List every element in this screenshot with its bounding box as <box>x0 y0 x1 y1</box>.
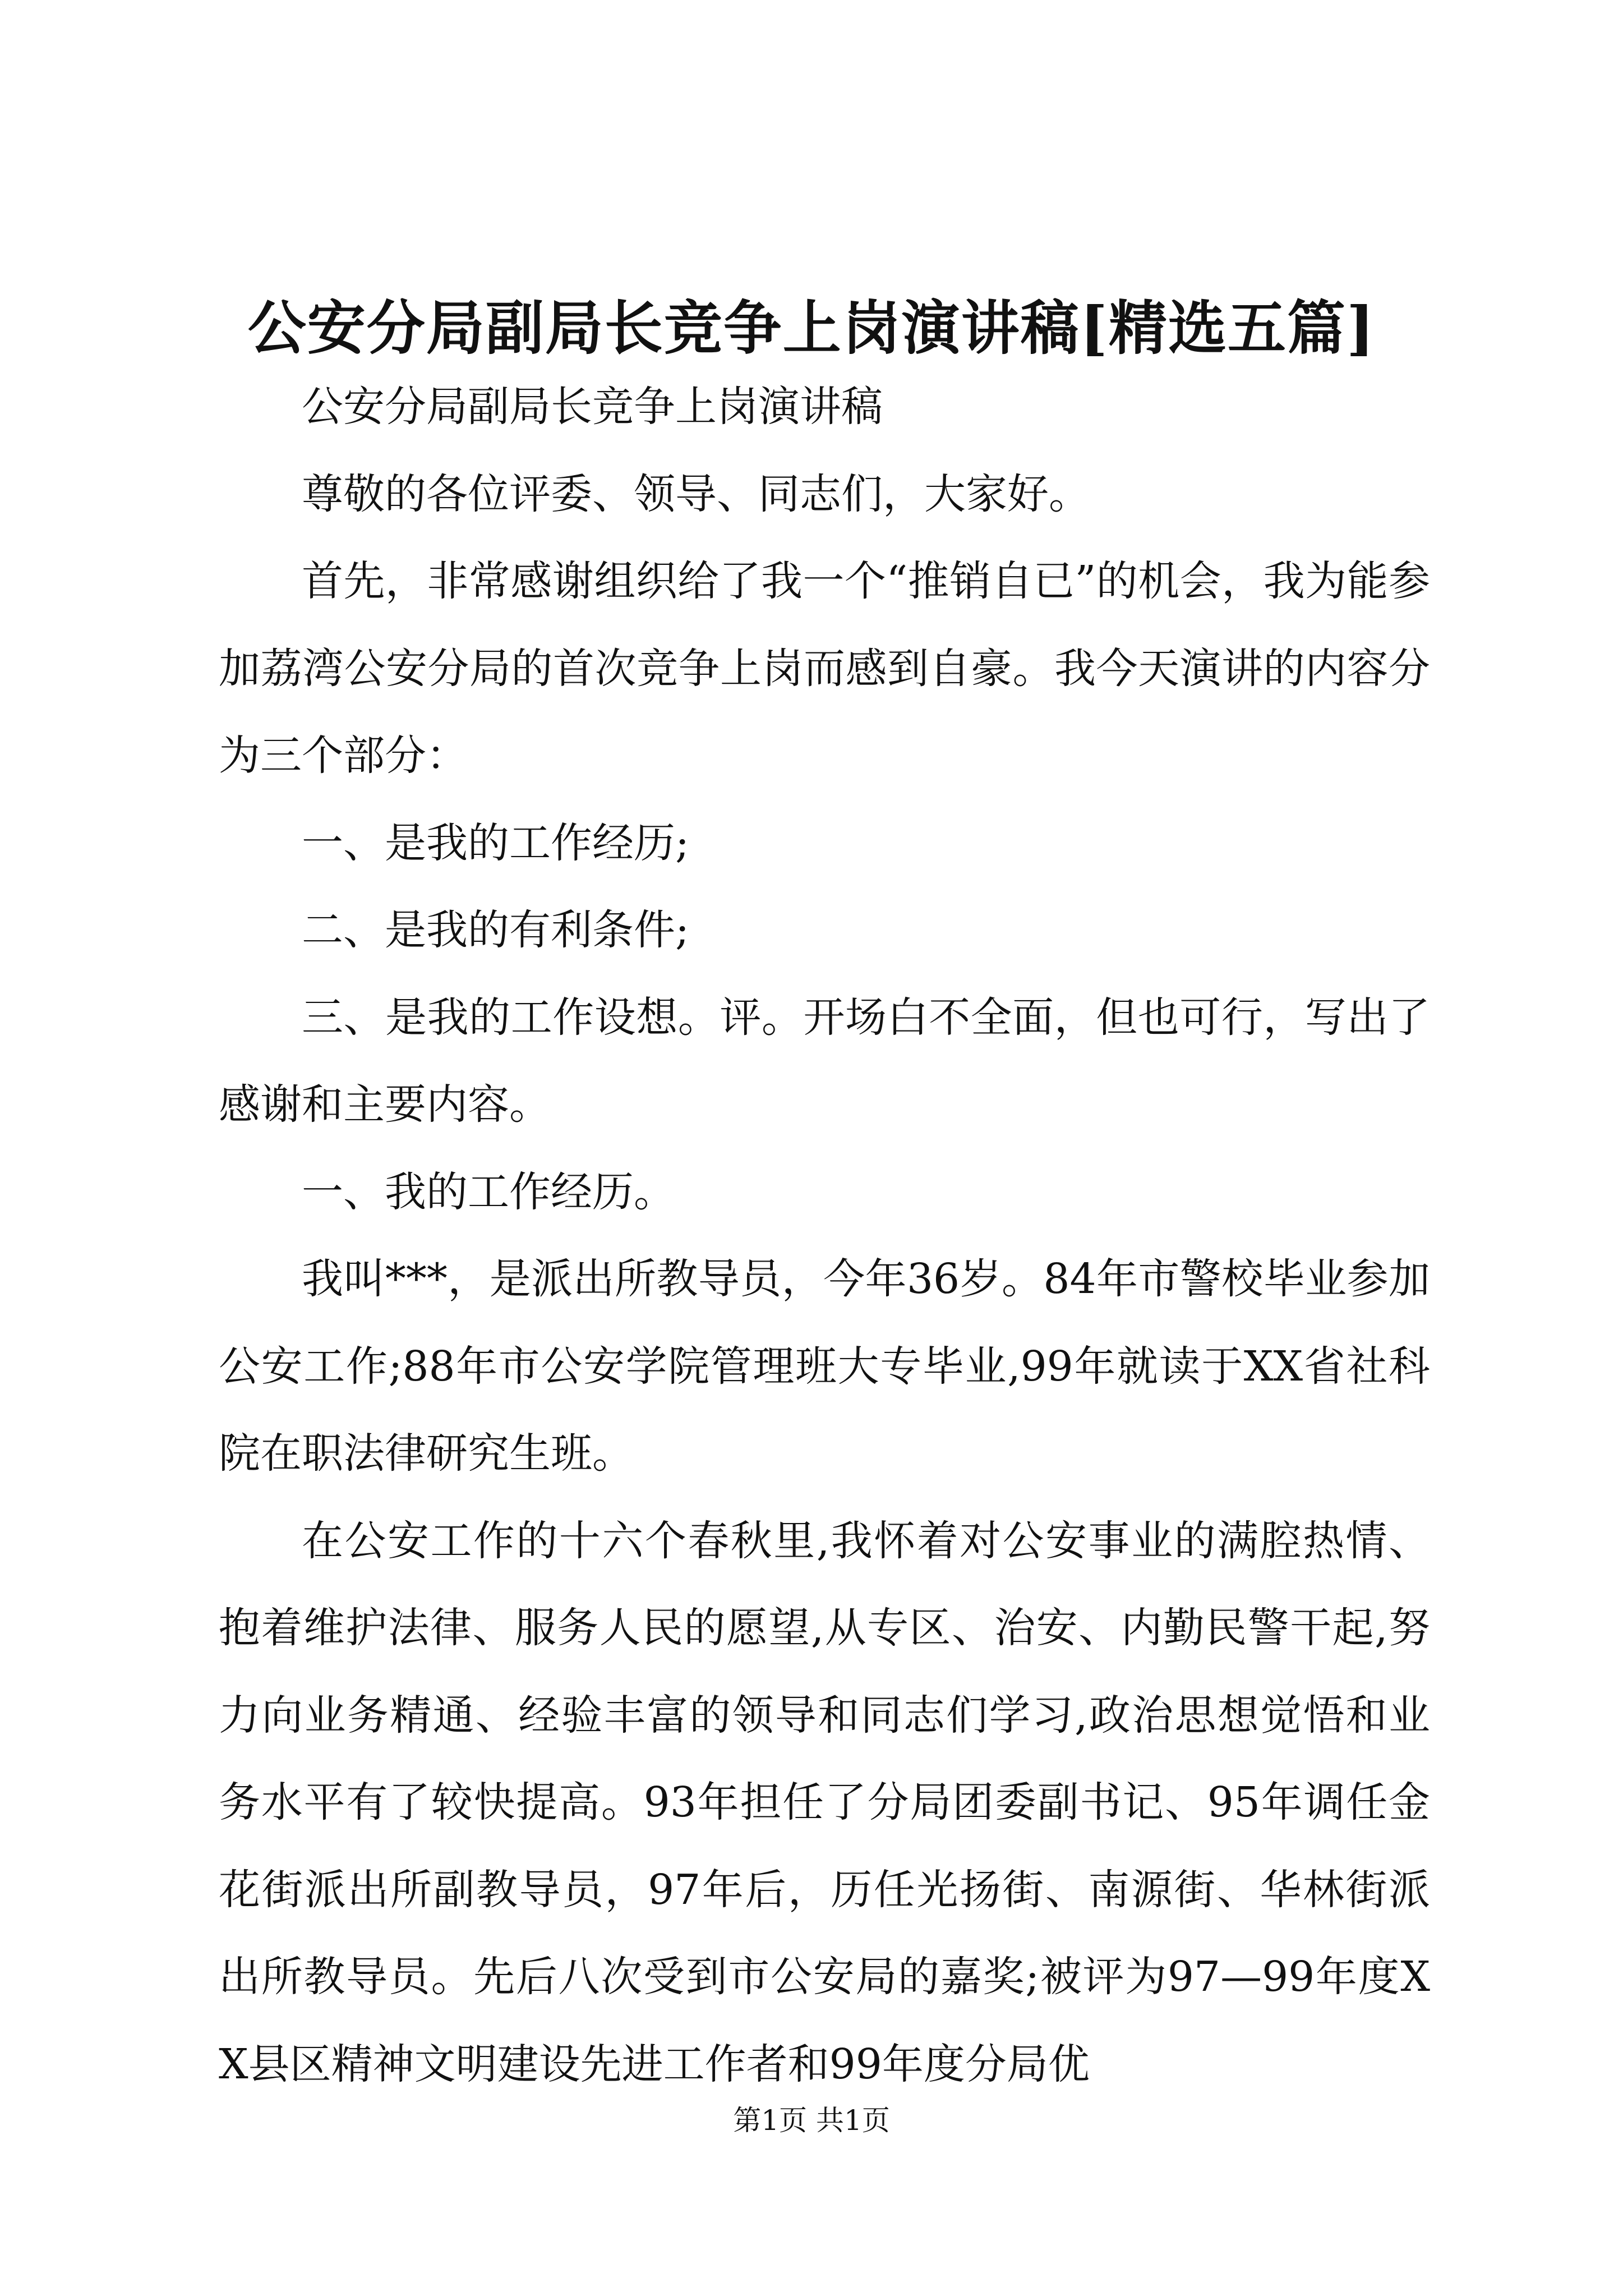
paragraph-part-two: 二、是我的有利条件; <box>302 906 689 954</box>
paragraph-section-heading: 一、我的工作经历。 <box>302 1167 675 1216</box>
paragraph-greeting: 尊敬的各位评委、领导、同志们，大家好。 <box>302 470 1090 518</box>
page-number-footer: 第1页 共1页 <box>733 2104 890 2137</box>
paragraph-career-history: 在公安工作的十六个春秋里,我怀着对公安事业的满腔热情、抱着维护法律、服务人民的愿望,从专区、治安、内勤民警干起,努力向业务精通、经验丰富的领导和同志们学习,政治思想觉悟和业务水平有了较快提高。93年担任了分局团委副书记、95年调任金花街派出所副教导员，97年后，历任光扬街、南源街、华林街派出所教导员。先后八次受到市公安局的嘉奖;被评为97—99年度XX县区精神文明建设先进工作者和99年度分局优 <box>219 1516 1430 2088</box>
paragraph-part-one: 一、是我的工作经历; <box>302 818 689 867</box>
paragraph-self-introduction: 我叫***，是派出所教导员，今年36岁。84年市警校毕业参加公安工作;88年市公安学院管理班大专毕业,99年就读于XX省社科院在职法律研究生班。 <box>219 1255 1430 1478</box>
document-title: 公安分局副局长竞争上岗演讲稿[精选五篇] <box>247 293 1376 362</box>
paragraph-part-three: 三、是我的工作设想。评。开场白不全面，但也可行，写出了感谢和主要内容。 <box>219 993 1430 1129</box>
document-body <box>219 364 1430 2108</box>
paragraph-intro: 首先，非常感谢组织给了我一个“推销自已”的机会，我为能参加荔湾公安分局的首次竞争上岗而感到自豪。我今天演讲的内容分为三个部分： <box>219 557 1430 780</box>
paragraph-subtitle: 公安分局副局长竞争上岗演讲稿 <box>302 383 883 431</box>
